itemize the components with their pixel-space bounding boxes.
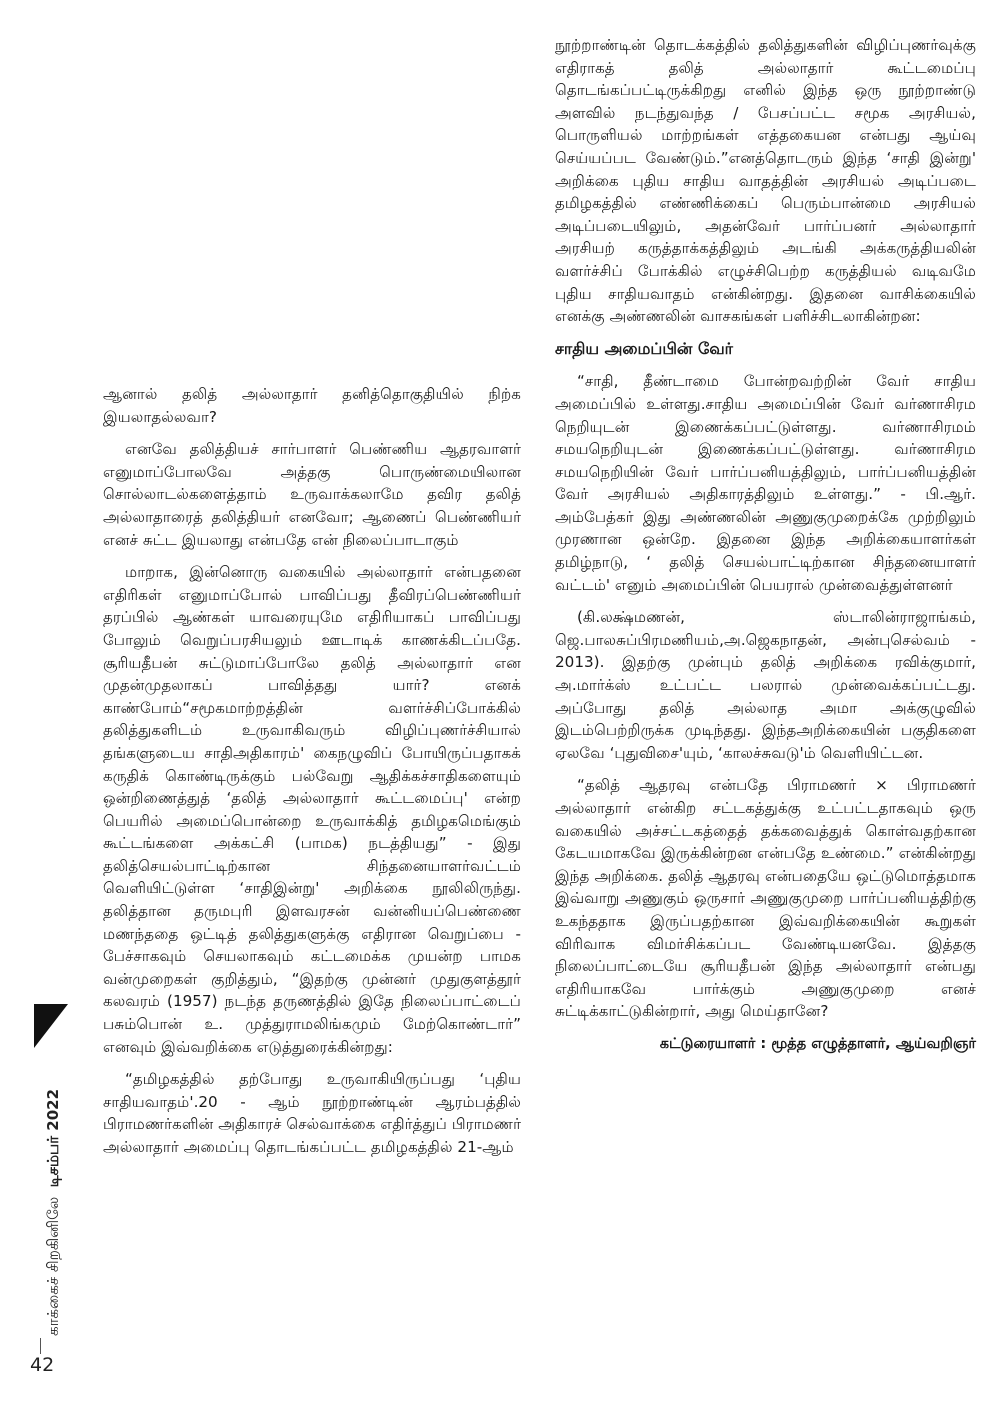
paragraph: ஆனால் தலித் அல்லாதார் தனித்தொகுதியில் நிற்க இயலாதல்லவா? — [103, 385, 521, 426]
paragraph: மாறாக, இன்னொரு வகையில் அல்லாதார் என்பதனை எதிரிகள் எனுமாப்போல் பாவிப்பது தீவிரப்பெண்ணியர் தரப்பில் ஆண்கள் யாவரையுமே எதிரியாகப் பாவிப்பது போலும் வெறுப்பரசியலும் ஊடாடிக் காணக்கிடப்பதே. சூரியதீபன் சுட்டுமாப்போலே தலித் அல்லாதார் என முதன்முதலாகப் பாவித்தது யார்? எனக் காண்போம்“சமூகமாற்றத்தின் வளர்ச்சிப்போக்கில் தலித்துகளிடம் உருவாகிவரும் விழிப்புணர்ச்சியால் தங்களுடைய சாதிஅதிகாரம்' கைநழுவிப் போயிருப்பதாகக் கருதிக் கொண்டிருக்கும் பல்வேறு ஆதிக்கச்சாதிகளையும் ஒன்றிணைத்துத் ‘தலித் அல்லாதார் கூட்டமைப்பு' என்ற பெயரில் அமைப்பொன்றை உருவாக்கித் தமிழகமெங்கும் கூட்டங்களை அக்கட்சி (பாமக) நடத்தியது” - இது தலித்செயல்பாட்டிற்கான சிந்தனையாளர்வட்டம் வெளியிட்டுள்ள ‘சாதிஇன்று' அறிக்கை நூலிலிருந்து. தலித்தான தருமபுரி இளவரசன் வன்னியப்பெண்ணை மணந்ததை ஒட்டித் தலித்துகளுக்கு எதிரான வெறுப்பை - பேச்சாகவும் செயலாகவும் கட்டமைக்க முயன்ற பாமக வன்முறைகள் குறித்தும், “இதற்கு முன்னர் முதுகுளத்தூர் கலவரம் (1957) நடந்த தருணத்தில் இதே நிலைப்பாட்டைப் பசும்பொன் உ. முத்துராமலிங்கமும் மேற்கொண்டார்” எனவும் இவ்வறிக்கை எடுத்துரைக்கின்றது: — [103, 563, 521, 1056]
page-number-rule — [40, 1338, 41, 1354]
section-subheading: சாதிய அமைப்பின் வேர் — [555, 338, 734, 358]
paragraph: நூற்றாண்டின் தொடக்கத்தில் தலித்துகளின் விழிப்புணர்வுக்கு எதிராகத் தலித் அல்லாதார் கூட்டமைப்பு தொடங்கப்பட்டிருக்கிறது எனில் இந்த ஒரு நூற்றாண்டு அளவில் நடந்துவந்த / பேசப்பட்ட சமூக அரசியல், பொருளியல் மாற்றங்கள் எத்தகையன என்பது ஆய்வு செய்யப்பட வேண்டும்.”எனத்தொடரும் இந்த ‘சாதி இன்று' அறிக்கை புதிய சாதிய வாதத்தின் அரசியல் அடிப்படை தமிழகத்தில் எண்ணிக்கைப் பெரும்பான்மை அரசியல் அடிப்படையிலும், அதன்வேர் பார்ப்பனர் அல்லாதார் அரசியற் கருத்தாக்கத்திலும் அடங்கி அக்கருத்தியலின் வளர்ச்சிப் போக்கில் எழுச்சிபெற்ற கருத்தியல் வடிவமே புதிய சாதியவாதம் என்கின்றது. இதனை வாசிக்கையில் எனக்கு அண்ணலின் வாசகங்கள் பளிச்சிடலாகின்றன: — [555, 36, 976, 326]
article-column-left — [103, 383, 521, 1169]
issue-month-year: டிசம்பர் 2022 — [44, 1088, 62, 1188]
magazine-name: காக்கைச் சிறகினிலே — [44, 1196, 62, 1336]
paragraph: எனவே தலித்தியச் சார்பாளர் பெண்ணிய ஆதரவாளர் எனுமாப்போலவே அத்தகு பொருண்மையிலான சொல்லாடல்களைத்தாம் உருவாக்கலாமே தவிர தலித் அல்லாதாரைத் தலித்தியர் எனவோ; ஆணைப் பெண்ணியர் எனச் சுட்ட இயலாது என்பதே என் நிலைப்பாடாகும் — [103, 440, 521, 549]
paragraph: (கி.லக்ஷ்மணன், ஸ்டாலின்ராஜாங்கம், ஜெ.பாலசுப்பிரமணியம்,அ.ஜெகநாதன், அன்புசெல்வம் - 2013). இதற்கு முன்பும் தலித் அறிக்கை ரவிக்குமார், அ.மார்க்ஸ் உட்பட்ட பலரால் முன்வைக்கப்பட்டது. அப்போது தலித் அல்லாத அமா அக்குழுவில் இடம்பெற்றிருக்க முடிந்தது. இந்தஅறிக்கையின் பகுதிகளை ஏலவே ‘புதுவிசை'யும், ‘காலச்சுவடு'ம் வெளியிட்டன. — [555, 608, 976, 762]
paragraph: “சாதி, தீண்டாமை போன்றவற்றின் வேர் சாதிய அமைப்பில் உள்ளது.சாதிய அமைப்பின் வேர் வர்ணாசிரம நெறியுடன் இணைக்கப்பட்டுள்ளது. வர்ணாசிரமம் சமயநெறியுடன் இணைக்கப்பட்டுள்ளது. வர்ணாசிரம சமயநெறியின் வேர் பார்ப்பனியத்திலும், பார்ப்பனியத்தின் வேர் அரசியல் அதிகாரத்திலும் உள்ளது.” - பி.ஆர். அம்பேத்கர் இது அண்ணலின் அணுகுமுறைக்கே முற்றிலும் முரணான ஒன்றே. இதனை இந்த அறிக்கையாளர்கள் தமிழ்நாடு, ‘ தலித் செயல்பாட்டிற்கான சிந்தனையாளர் வட்டம்' எனும் அமைப்பின் பெயரால் முன்வைத்துள்ளனர் — [555, 372, 976, 594]
magazine-issue-line — [43, 1056, 62, 1336]
paragraph: “தலித் ஆதரவு என்பதே பிராமணர் × பிராமணர் அல்லாதார் என்கிற சட்டகத்துக்கு உட்பட்டதாகவும் ஒரு வகையில் அச்சட்டகத்தைத் தக்கவைத்துக் கொள்வதற்கான கேடயமாகவே இருக்கின்றன என்பதே உண்மை.” என்கின்றது இந்த அறிக்கை. தலித் ஆதரவு என்பதையே ஒட்டுமொத்தமாக இவ்வாறு அணுகும் ஒருசார் அணுகுமுறை பார்ப்பனியத்திற்கு உகந்ததாக இருப்பதற்கான இவ்வறிக்கையின் கூறுகள் விரிவாக விமர்சிக்கப்பட வேண்டியனவே. இத்தகு நிலைப்பாட்டையே சூரியதீபன் இந்த அல்லாதார் என்பது எதிரியாகவே பார்க்கும் அணுகுமுறை எனச் சுட்டிக்காட்டுகின்றார், அது மெய்தானே? — [555, 776, 976, 1021]
author-byline: கட்டுரையாளர் : மூத்த எழுத்தாளர், ஆய்வறிஞர் — [659, 1035, 976, 1052]
page-number: 42 — [30, 1354, 55, 1376]
article-column-right — [555, 34, 976, 1056]
corner-tab-mark — [34, 1004, 68, 1048]
paragraph: “தமிழகத்தில் தற்போது உருவாகியிருப்பது ‘புதிய சாதியவாதம்'.20 - ஆம் நூற்றாண்டின் ஆரம்பத்தில் பிராமணர்களின் அதிகாரச் செல்வாக்கை எதிர்த்துப் பிராமணர் அல்லாதார் அமைப்பு தொடங்கப்பட்ட தமிழகத்தில் 21-ஆம் — [103, 1070, 521, 1156]
